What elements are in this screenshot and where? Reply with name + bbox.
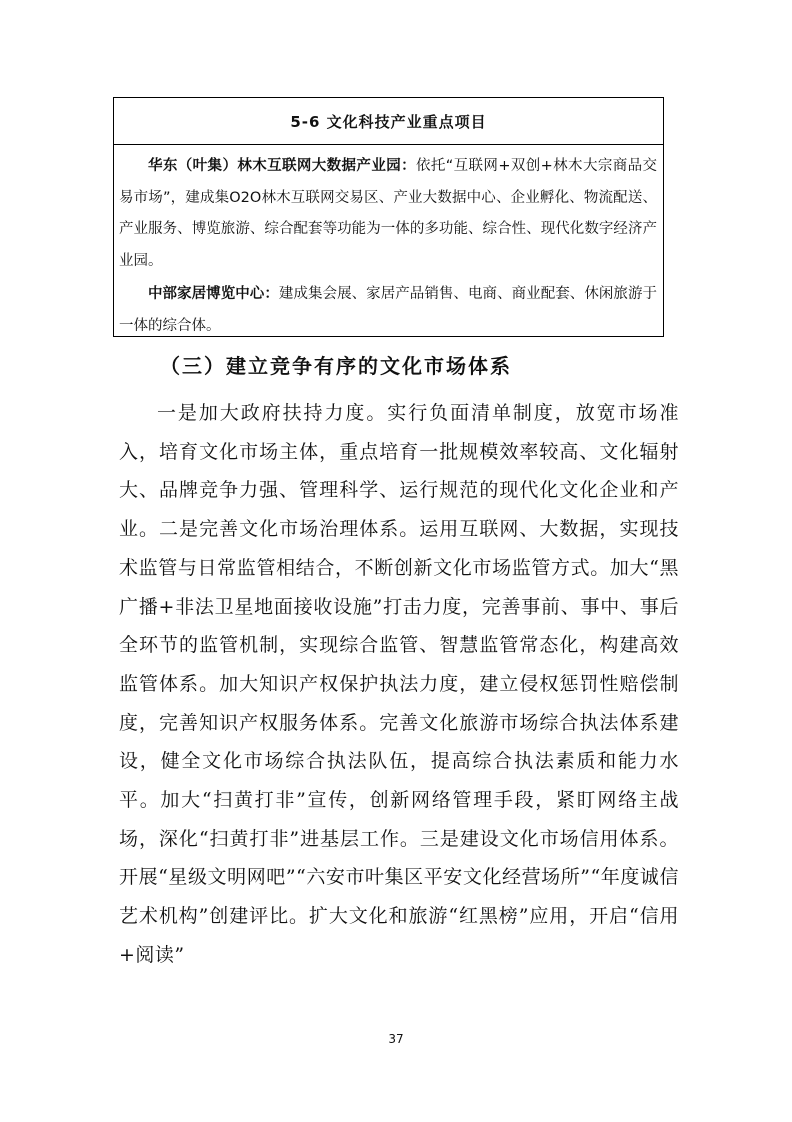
box-body: [114, 145, 663, 342]
box-title: 5-6 文化科技产业重点项目: [114, 98, 663, 145]
project-item: [119, 279, 657, 342]
project-lead: 华东（叶集）林木互联网大数据产业园：: [148, 158, 416, 174]
project-lead: 中部家居博览中心：: [148, 286, 279, 302]
project-item: [119, 151, 657, 277]
project-text: 依托“互联网+双创+林木大宗商品交易市场”，建成集O2O林木互联网交易区、产业大数据中心、企业孵化、物流配送、产业服务、博览旅游、综合配套等功能为一体的多功能、综合性、现代化数字经济产业园。: [119, 158, 657, 269]
page-number: 37: [388, 1032, 404, 1046]
project-box: [113, 97, 664, 337]
section-heading: （三）建立竞争有序的文化市场体系: [160, 354, 512, 378]
project-text: 建成集会展、家居产品销售、电商、商业配套、休闲旅游于一体的综合体。: [119, 286, 658, 334]
section-paragraph: 一是加大政府扶持力度。实行负面清单制度，放宽市场准入，培育文化市场主体，重点培育一批规模效率较高、文化辐射大、品牌竞争力强、管理科学、运行规范的现代化文化企业和产业。二是完善文化市场治理体系。运用互联网、大数据，实现技术监管与日常监管相结合，不断创新文化市场监管方式。加大“黑广播+非法卫星地面接收设施”打击力度，完善事前、事中、事后全环节的监管机制，实现综合监管、智慧监管常态化，构建高效监管体系。加大知识产权保护执法力度，建立侵权惩罚性赔偿制度，完善知识产权服务体系。完善文化旅游市场综合执法体系建设，健全文化市场综合执法队伍，提高综合执法素质和能力水平。加大“扫黄打非”宣传，创新网络管理手段，紧盯网络主战场，深化“扫黄打非”进基层工作。三是建设文化市场信用体系。开展“星级文明网吧”“六安市叶集区平安文化经营场所”“年度诚信艺术机构”创建评比。扩大文化和旅游“红黑榜”应用，开启“信用+阅读”: [119, 402, 679, 966]
